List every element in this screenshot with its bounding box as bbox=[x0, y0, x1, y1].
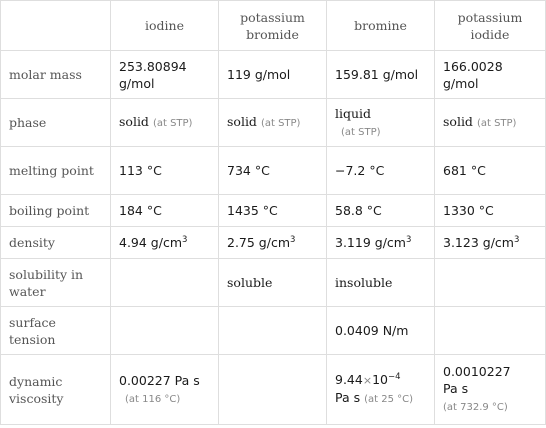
cell-bromine: 159.81 g/mol bbox=[327, 51, 435, 99]
cell-potassium-bromide bbox=[219, 99, 327, 147]
cell-potassium-iodide bbox=[435, 355, 546, 425]
cell-potassium-bromide: 734 °C bbox=[219, 147, 327, 195]
table-row-molar-mass bbox=[1, 51, 546, 99]
corner-cell bbox=[1, 1, 111, 51]
table-row-solubility bbox=[1, 259, 546, 307]
density-exponent: 3 bbox=[513, 235, 520, 245]
viscosity-unit: Pa s bbox=[443, 381, 469, 396]
cell-potassium-iodide: 166.0028 g/mol bbox=[435, 51, 546, 99]
row-label: surface tension bbox=[1, 307, 111, 355]
cell-bromine bbox=[327, 99, 435, 147]
table-row-surface-tension bbox=[1, 307, 546, 355]
column-header-iodine: iodine bbox=[111, 1, 219, 51]
cell-iodine: 184 °C bbox=[111, 195, 219, 227]
phase-condition: (at STP) bbox=[341, 126, 381, 138]
column-header-potassium-bromide: potassium bromide bbox=[219, 1, 327, 51]
viscosity-value: 0.0010227 bbox=[443, 364, 511, 379]
cell-iodine bbox=[111, 259, 219, 307]
row-label: dynamic viscosity bbox=[1, 355, 111, 425]
cell-potassium-bromide bbox=[219, 227, 327, 259]
column-header-bromine: bromine bbox=[327, 1, 435, 51]
cell-iodine bbox=[111, 307, 219, 355]
cell-potassium-iodide bbox=[435, 227, 546, 259]
cell-bromine: insoluble bbox=[327, 259, 435, 307]
phase-condition: (at STP) bbox=[476, 118, 517, 129]
times-sign: × bbox=[362, 374, 373, 387]
viscosity-value: 0.00227 Pa s bbox=[119, 372, 200, 388]
density-value: 3.119 g/cm bbox=[335, 235, 406, 250]
table-row-melting-point bbox=[1, 147, 546, 195]
cell-iodine: 253.80894 g/mol bbox=[111, 51, 219, 99]
phase-value: liquid bbox=[335, 105, 372, 121]
cell-potassium-bromide: 1435 °C bbox=[219, 195, 327, 227]
cell-iodine bbox=[111, 99, 219, 147]
cell-potassium-bromide: soluble bbox=[219, 259, 327, 307]
viscosity-mantissa: 9.44 bbox=[335, 372, 363, 387]
viscosity-unit: Pa s bbox=[335, 390, 361, 405]
cell-iodine bbox=[111, 227, 219, 259]
phase-condition: (at STP) bbox=[152, 118, 193, 129]
phase-value: solid bbox=[443, 114, 473, 129]
density-exponent: 3 bbox=[405, 235, 412, 245]
row-label: phase bbox=[1, 99, 111, 147]
cell-potassium-iodide bbox=[435, 307, 546, 355]
cell-potassium-iodide bbox=[435, 99, 546, 147]
cell-iodine bbox=[111, 355, 219, 425]
table-row-density bbox=[1, 227, 546, 259]
density-value: 3.123 g/cm bbox=[443, 235, 514, 250]
row-label: boiling point bbox=[1, 195, 111, 227]
phase-value: solid bbox=[119, 114, 149, 129]
header-row bbox=[1, 1, 546, 51]
cell-bromine bbox=[327, 227, 435, 259]
phase-condition: (at STP) bbox=[260, 118, 301, 129]
row-label: molar mass bbox=[1, 51, 111, 99]
cell-bromine: 58.8 °C bbox=[327, 195, 435, 227]
cell-potassium-bromide: 119 g/mol bbox=[219, 51, 327, 99]
cell-potassium-bromide bbox=[219, 307, 327, 355]
row-label: solubility in water bbox=[1, 259, 111, 307]
cell-bromine: −7.2 °C bbox=[327, 147, 435, 195]
cell-iodine: 113 °C bbox=[111, 147, 219, 195]
viscosity-base: 10 bbox=[372, 372, 388, 387]
row-label: melting point bbox=[1, 147, 111, 195]
cell-bromine bbox=[327, 355, 435, 425]
cell-potassium-bromide bbox=[219, 355, 327, 425]
cell-potassium-iodide bbox=[435, 259, 546, 307]
density-exponent: 3 bbox=[182, 235, 188, 245]
table-row-phase bbox=[1, 99, 546, 147]
cell-potassium-iodide: 681 °C bbox=[435, 147, 546, 195]
cell-potassium-iodide: 1330 °C bbox=[435, 195, 546, 227]
density-exponent: 3 bbox=[290, 235, 296, 245]
viscosity-condition: (at 116 °C) bbox=[125, 393, 181, 405]
table-row-dynamic-viscosity bbox=[1, 355, 546, 425]
viscosity-exponent: −4 bbox=[387, 372, 401, 382]
viscosity-condition: (at 25 °C) bbox=[364, 394, 414, 405]
table-row-boiling-point bbox=[1, 195, 546, 227]
phase-value: solid bbox=[227, 114, 257, 129]
viscosity-condition: (at 732.9 °C) bbox=[443, 402, 508, 413]
row-label: density bbox=[1, 227, 111, 259]
density-value: 2.75 g/cm bbox=[227, 235, 291, 250]
density-value: 4.94 g/cm bbox=[119, 235, 183, 250]
column-header-potassium-iodide: potassium iodide bbox=[435, 1, 546, 51]
cell-bromine: 0.0409 N/m bbox=[327, 307, 435, 355]
